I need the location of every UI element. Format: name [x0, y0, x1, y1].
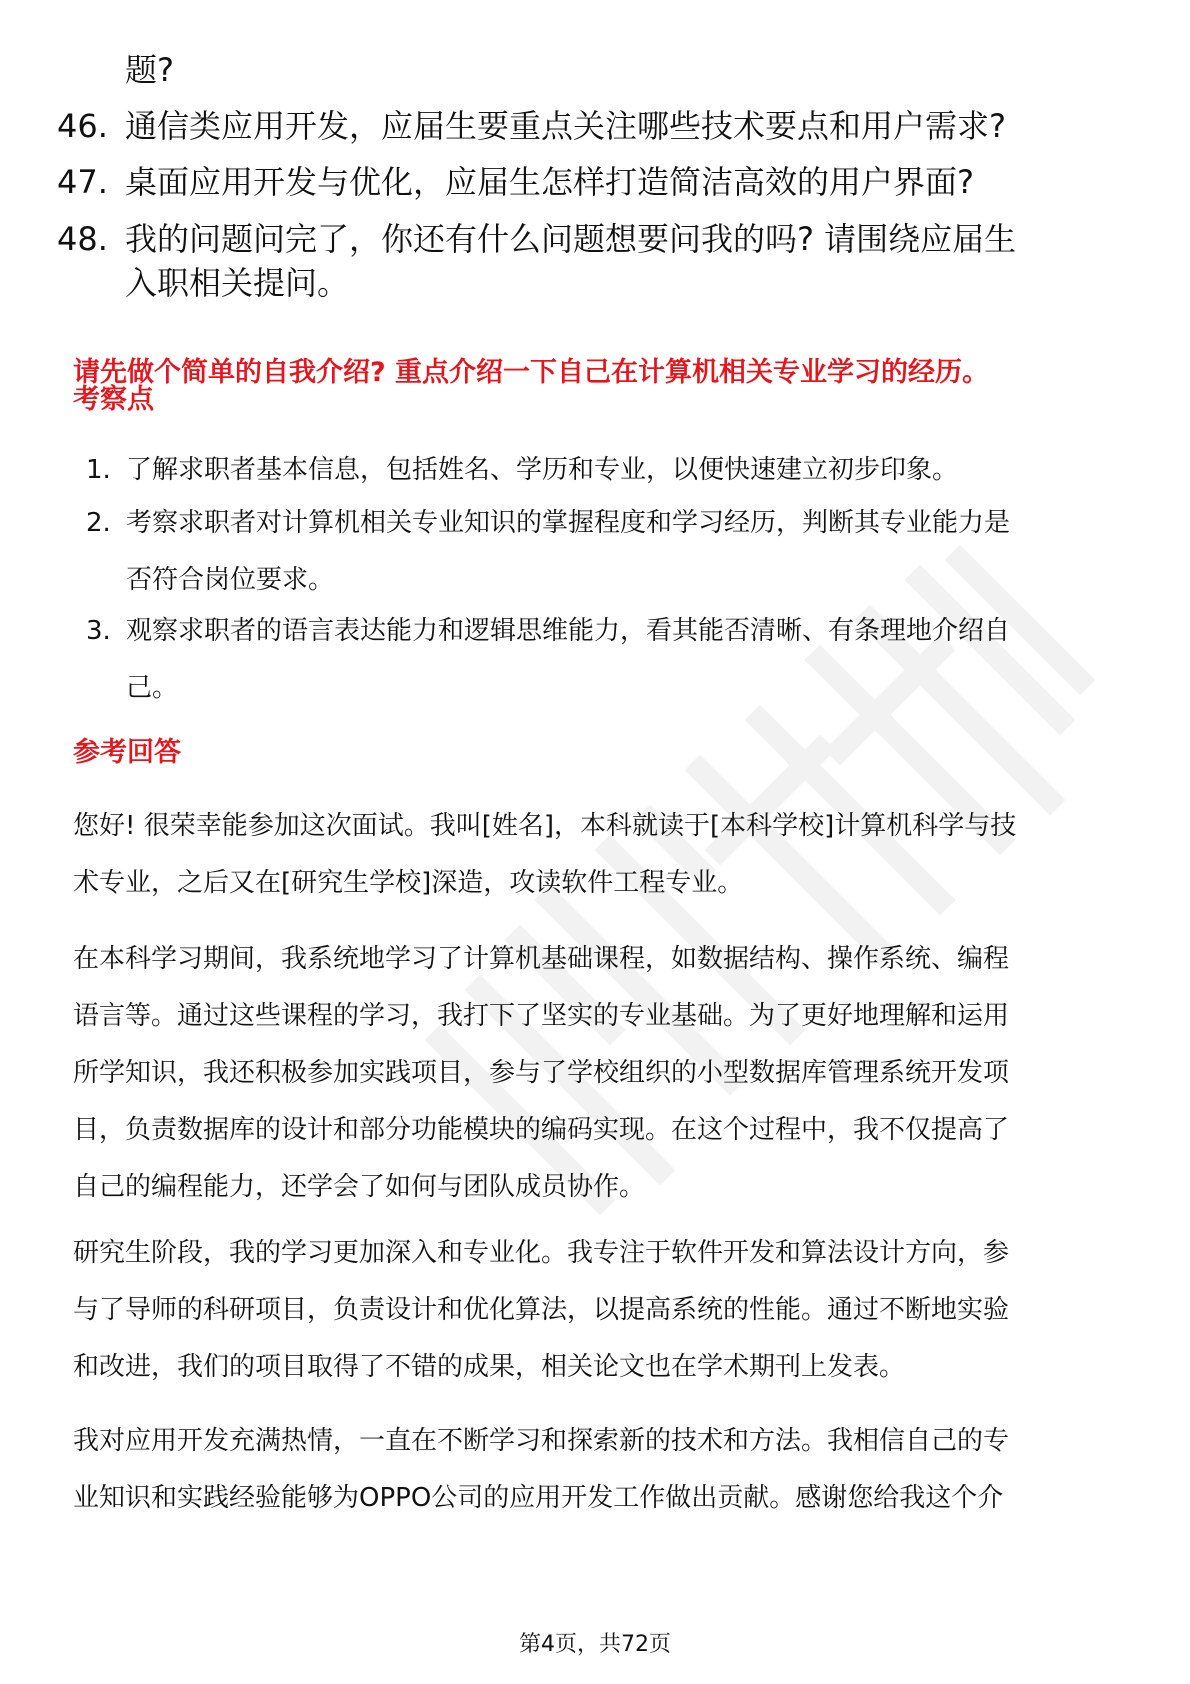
exam-point-number: 3.	[86, 616, 111, 646]
reference-answer-heading: 参考回答	[73, 737, 181, 768]
exam-point-line: 了解求职者基本信息，包括姓名、学历和专业，以便快速建立初步印象。	[126, 455, 959, 485]
answer-line: 自己的编程能力，还学会了如何与团队成员协作。	[73, 1172, 646, 1202]
exam-points-heading: 考察点	[73, 384, 154, 415]
answer-line: 您好! 很荣幸能参加这次面试。我叫[姓名]，本科就读于[本科学校]计算机科学与技	[73, 811, 1017, 841]
answer-line: 语言等。通过这些课程的学习，我打下了坚实的专业基础。为了更好地理解和运用	[73, 1001, 1010, 1031]
exam-point-line: 否符合岗位要求。	[126, 565, 335, 595]
question-line: 入职相关提问。	[125, 264, 350, 302]
answer-line: 业知识和实践经验能够为OPPO公司的应用开发工作做出贡献。感谢您给我这个介	[73, 1483, 1004, 1513]
answer-line: 与了导师的科研项目，负责设计和优化算法，以提高系统的性能。通过不断地实验	[73, 1295, 1010, 1325]
question-number: 47.	[57, 163, 108, 201]
answer-line: 目，负责数据库的设计和部分功能模块的编码实现。在这个过程中，我不仅提高了	[73, 1115, 1010, 1145]
question-continuation: 题?	[125, 51, 174, 89]
question-line: 通信类应用开发，应届生要重点关注哪些技术要点和用户需求?	[125, 107, 1006, 145]
answer-paragraph-3	[73, 1225, 1123, 1396]
answer-paragraph-4	[73, 1413, 1123, 1527]
exam-point-line: 考察求职者对计算机相关专业知识的掌握程度和学习经历，判断其专业能力是	[126, 508, 1011, 538]
exam-point-number: 2.	[86, 508, 111, 538]
exam-point-line: 观察求职者的语言表达能力和逻辑思维能力，看其能否清晰、有条理地介绍自	[126, 616, 1011, 646]
answer-line: 在本科学习期间，我系统地学习了计算机基础课程，如数据结构、操作系统、编程	[73, 944, 1010, 974]
answer-paragraph-1	[73, 798, 1123, 912]
exam-point-line: 己。	[126, 673, 179, 703]
question-line: 桌面应用开发与优化，应届生怎样打造简洁高效的用户界面?	[125, 163, 974, 201]
question-text	[125, 160, 1125, 204]
question-number: 48.	[57, 220, 108, 258]
main-question-heading: 请先做个简单的自我介绍? 重点介绍一下自己在计算机相关专业学习的经历。	[73, 357, 990, 388]
answer-line: 我对应用开发充满热情，一直在不断学习和探索新的技术和方法。我相信自己的专	[73, 1426, 1010, 1456]
question-line: 我的问题问完了，你还有什么问题想要问我的吗? 请围绕应届生	[125, 220, 1017, 258]
exam-point-text	[126, 495, 1126, 609]
question-text	[125, 104, 1125, 148]
page-footer: 第4页，共72页	[519, 1632, 671, 1657]
answer-paragraph-2	[73, 931, 1123, 1216]
answer-line: 和改进，我们的项目取得了不错的成果，相关论文也在学术期刊上发表。	[73, 1352, 906, 1382]
answer-line: 研究生阶段，我的学习更加深入和专业化。我专注于软件开发和算法设计方向，参	[73, 1238, 1010, 1268]
exam-point-text	[126, 603, 1126, 717]
exam-point-text	[126, 442, 1126, 499]
question-text	[125, 217, 1125, 305]
exam-point-number: 1.	[86, 455, 111, 485]
answer-line: 所学知识，我还积极参加实践项目，参与了学校组织的小型数据库管理系统开发项	[73, 1058, 1010, 1088]
answer-line: 术专业，之后又在[研究生学校]深造，攻读软件工程专业。	[73, 868, 744, 898]
question-number: 46.	[57, 107, 108, 145]
